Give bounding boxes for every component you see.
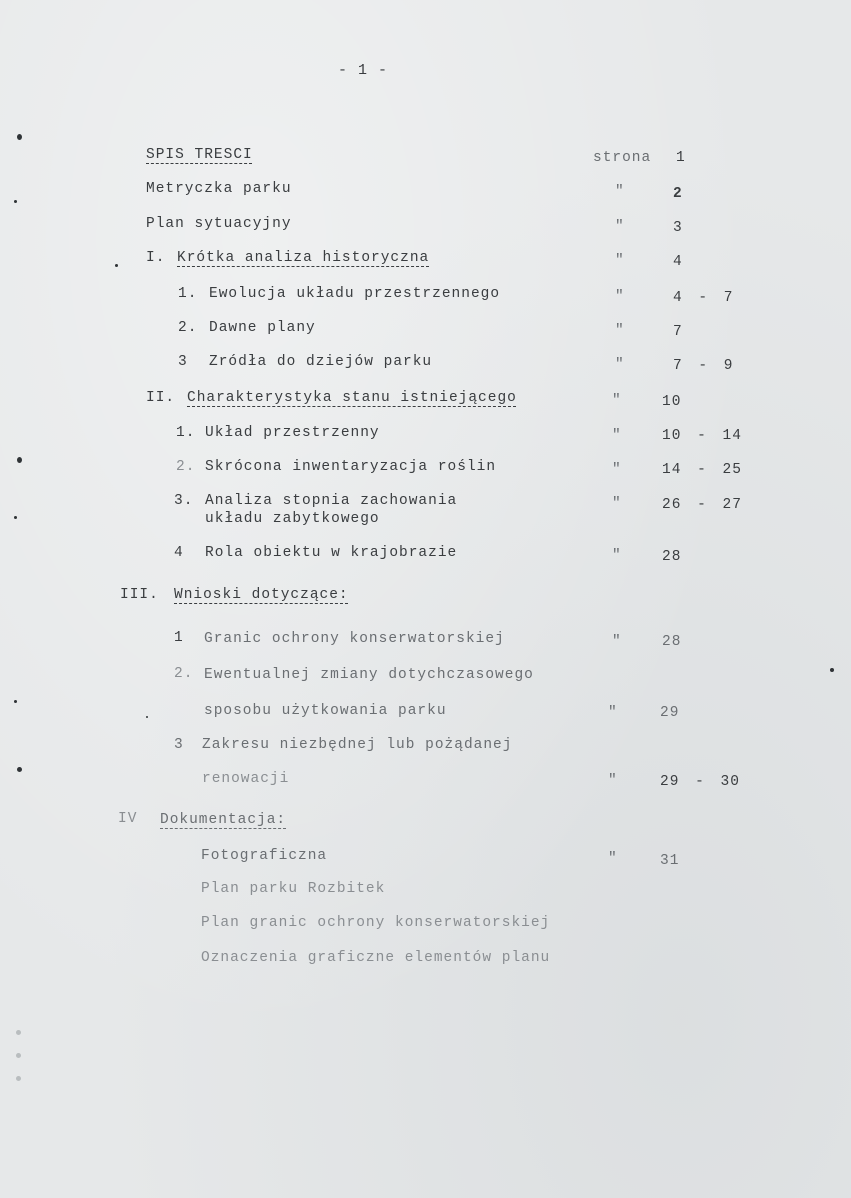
subsection-number: 2. bbox=[178, 320, 198, 336]
page-number: - 1 - bbox=[338, 62, 389, 79]
scan-speck bbox=[115, 264, 118, 267]
scan-speck bbox=[14, 200, 17, 203]
toc-entry-page: 10 bbox=[662, 394, 682, 410]
scan-speck bbox=[830, 668, 834, 672]
toc-entry-label-continued: sposobu użytkowania parku bbox=[204, 703, 447, 719]
toc-entry-page: 26 - 27 bbox=[662, 497, 742, 513]
ditto-mark: " bbox=[612, 393, 622, 409]
toc-entry-page: 7 bbox=[673, 324, 683, 340]
subsection-number: 1 bbox=[174, 630, 184, 646]
toc-entry-label: Granic ochrony konserwatorskiej bbox=[204, 631, 505, 647]
ditto-mark: " bbox=[612, 548, 622, 564]
scan-speck bbox=[17, 134, 22, 140]
scan-speck bbox=[14, 516, 17, 519]
toc-entry-label-continued: renowacji bbox=[202, 771, 290, 787]
binding-hole bbox=[16, 1030, 21, 1035]
toc-entry-label: Zródła do dziejów parku bbox=[209, 354, 433, 370]
toc-entry-page: 4 bbox=[673, 254, 683, 270]
toc-entry-label: Dawne plany bbox=[209, 320, 316, 336]
toc-entry-page: 3 bbox=[673, 220, 683, 236]
scan-speck bbox=[17, 457, 22, 463]
ditto-mark: " bbox=[612, 462, 622, 478]
toc-title: SPIS TRESCI bbox=[146, 147, 253, 163]
ditto-mark: " bbox=[612, 634, 622, 650]
toc-entry-label: Plan granic ochrony konserwatorskiej bbox=[201, 915, 551, 931]
toc-entry-label: Układ przestrzenny bbox=[205, 425, 380, 441]
toc-entry-page: 28 bbox=[662, 549, 682, 565]
ditto-mark: " bbox=[615, 357, 625, 373]
subsection-number: 1. bbox=[176, 425, 196, 441]
subsection-number: 3 bbox=[174, 737, 184, 753]
section-number: I. bbox=[146, 250, 166, 266]
toc-entry-label: Plan sytuacyjny bbox=[146, 216, 292, 232]
toc-entry-page: 29 - 30 bbox=[660, 774, 740, 790]
toc-entry-label: Skrócona inwentaryzacja roślin bbox=[205, 459, 497, 475]
page-column-first: 1 bbox=[676, 150, 686, 166]
toc-entry-page: 2 bbox=[673, 186, 683, 202]
toc-entry-page: 7 - 9 bbox=[673, 358, 734, 374]
toc-entry-label: Ewolucja układu przestrzennego bbox=[209, 286, 501, 302]
toc-entry-label: Ewentualnej zmiany dotychczasowego bbox=[204, 667, 534, 683]
toc-entry-label: Fotograficzna bbox=[201, 848, 328, 864]
toc-entry-label-continued: układu zabytkowego bbox=[205, 511, 380, 527]
section-heading: Krótka analiza historyczna bbox=[177, 250, 430, 266]
subsection-number: 3 bbox=[178, 354, 188, 370]
binding-hole bbox=[16, 1076, 21, 1081]
subsection-number: 3. bbox=[174, 493, 194, 509]
section-heading: Dokumentacja: bbox=[160, 812, 287, 828]
toc-entry-page: 29 bbox=[660, 705, 680, 721]
toc-entry-page: 14 - 25 bbox=[662, 462, 742, 478]
toc-entry-label: Metryczka parku bbox=[146, 181, 292, 197]
subsection-number: 1. bbox=[178, 286, 198, 302]
section-number: III. bbox=[120, 587, 159, 603]
ditto-mark: " bbox=[608, 773, 618, 789]
section-number: II. bbox=[146, 390, 176, 406]
toc-entry-label: Analiza stopnia zachowania bbox=[205, 493, 458, 509]
toc-entry-label: Zakresu niezbędnej lub pożądanej bbox=[202, 737, 513, 753]
subsection-number: 4 bbox=[174, 545, 184, 561]
section-heading: Charakterystyka stanu istniejącego bbox=[187, 390, 517, 406]
section-number: IV bbox=[118, 811, 138, 827]
toc-entry-label: Oznaczenia graficzne elementów planu bbox=[201, 950, 551, 966]
ditto-mark: " bbox=[615, 323, 625, 339]
toc-entry-label: Rola obiektu w krajobrazie bbox=[205, 545, 458, 561]
ditto-mark: " bbox=[615, 253, 625, 269]
toc-entry-page: 28 bbox=[662, 634, 682, 650]
subsection-number: 2. bbox=[174, 666, 194, 682]
scan-speck bbox=[17, 767, 22, 772]
ditto-mark: " bbox=[612, 496, 622, 512]
toc-entry-page: 4 - 7 bbox=[673, 290, 734, 306]
scan-speck bbox=[14, 700, 17, 703]
scan-speck bbox=[146, 716, 148, 718]
ditto-mark: " bbox=[612, 428, 622, 444]
ditto-mark: " bbox=[615, 289, 625, 305]
section-heading: Wnioski dotyczące: bbox=[174, 587, 349, 603]
ditto-mark: " bbox=[608, 705, 618, 721]
subsection-number: 2. bbox=[176, 459, 196, 475]
page-column-header: strona bbox=[593, 150, 652, 166]
toc-entry-label: Plan parku Rozbitek bbox=[201, 881, 386, 897]
binding-hole bbox=[16, 1053, 21, 1058]
toc-entry-page: 10 - 14 bbox=[662, 428, 742, 444]
toc-entry-page: 31 bbox=[660, 853, 680, 869]
ditto-mark: " bbox=[615, 219, 625, 235]
ditto-mark: " bbox=[615, 184, 625, 200]
ditto-mark: " bbox=[608, 851, 618, 867]
